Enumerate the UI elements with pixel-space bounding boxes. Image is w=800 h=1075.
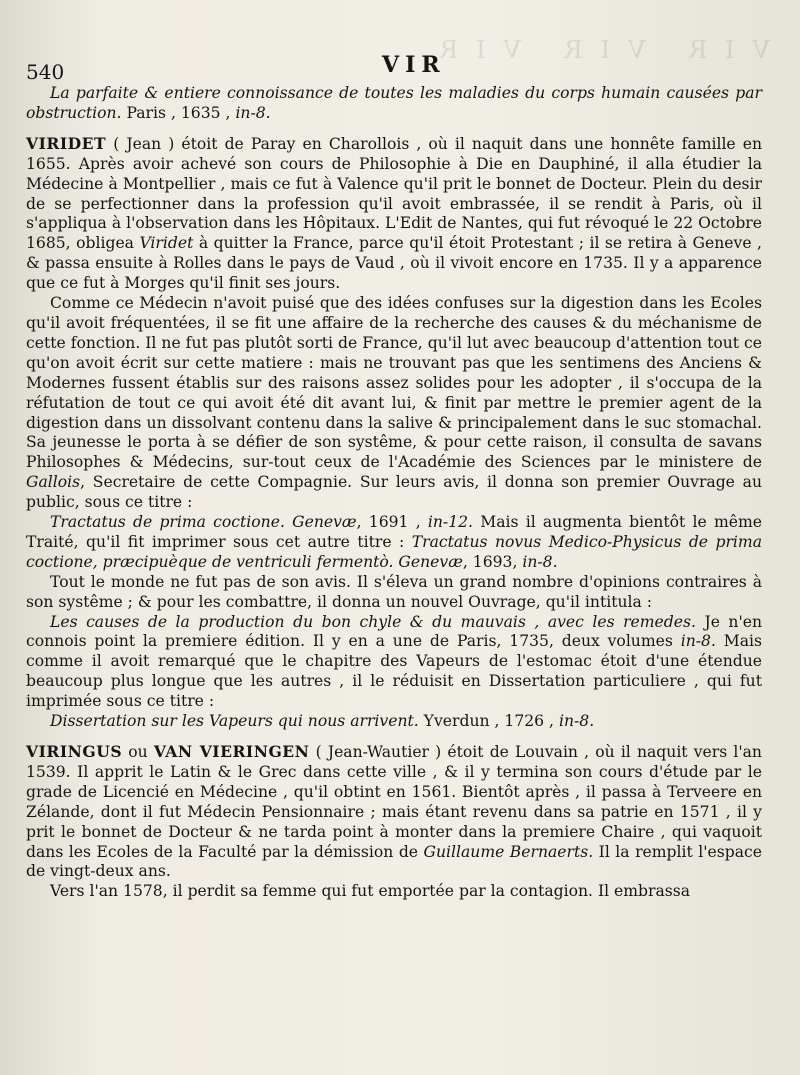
paragraph [26,134,762,294]
text-run: Mais il augmenta bientôt le même Traité, qu'il fit imprimer sous cet autre titre : [26,513,762,551]
show-through-text: VIR VIR VIR [422,36,770,64]
text-run: ( Jean-Wautier ) étoit de Louvain , où il naquit vers l'an 1539. Il apprit le Latin & le Grec dans cette ville , & il y termina son cours d'étude par le grade de Licencié en Médecine , qu'il obtint en 1561. Bientôt après , il passa à Terveere en Zélande, dont il fut Médecin Pensionnaire ; mais étant revenu dans sa patrie en 1571 , il y prit le bonnet de Docteur & ne tarda point à monter dans la premiere Chaire , qui vaquoit dans les Ecoles de la Faculté par la démission de [26,743,762,861]
text-run: ( Jean ) étoit de Paray en Charollois , où il naquit dans une honnête famille en 1655. Après avoir achevé son cours de Philosophie à Die en Dauphiné, il alla étudier la Médecine à Montpellier , mais ce fut à Valence qu'il prit le bonnet de Docteur. Plein du desir de se perfectionner dans la profession qu'il avoit embrassée, il se rendit à Paris, où il s'appliqua à l'observation dans les Hôpitaux. L'Edit de Nantes, qui fut révoqué le 22 Octobre 1685, obligea [26,134,762,253]
text-run: Yverdun , 1726 , [418,712,559,731]
italic-text: in-8. [235,103,271,122]
running-head: VIR [382,52,446,78]
text-run: Comme ce Médecin n'avoit puisé que des idées confuses sur la digestion dans les Ecoles qu'il avoit fréquentées, il se fit une affaire de la recherche des causes & du méchanisme de cette fonction. Il ne fut pas plutôt sorti de France, qu'il lut avec beaucoup d'attention tout ce qu'on avoit écrit sur cette matiere : mais ne trouvant pas que les sentimens des Anciens & Modernes fussent établis sur des raisons assez solides pour les adopter , il s'occupa de la réfutation de tout ce qui avoit été dit avant lui, & finit par mettre le premier agent de la digestion dans un dissolvant contenu dans la salive & principalement dans le suc stomachal. Sa jeunesse le porta à se défier de son systême, & pour cette raison, il consulta de savans Philosophes & Médecins, sur-tout ceux de l'Académie des Sciences par le ministere de [26,294,762,472]
text-run: , 1693, [462,552,523,571]
italic-text: in-8. [558,712,595,731]
paragraph [26,613,762,713]
text-run: Il la remplit l'espace de vingt-deux ans. [26,842,762,881]
italic-text: Tractatus novus Medico-Physicus de prima coctione, præcipuèque de ventriculi fermentò. Genevæ [26,532,762,571]
entry-name: VAN VIERINGEN [153,742,310,761]
italic-text: in-12. [427,513,473,532]
italic-text: in-8. [522,552,558,571]
italic-text: La parfaite & entiere connoissance de toutes les maladies du corps humain causées par obstruction. [26,84,762,122]
italic-text: Les causes de la production du bon chyle & du mauvais , avec les remedes. [50,612,696,631]
text-run: Tout le monde ne fut pas de son avis. Il s'éleva un grand nombre d'opinions contraires à son systême ; & pour les combattre, il donna un nouvel Ouvrage, qu'il intitula : [26,572,762,611]
paragraph [26,573,762,613]
text-run: Mais comme il avoit remarqué que le chapitre des Vapeurs de l'estomac étoit d'une étendue beaucoup plus longue que les autres , il le réduisit en Dissertation particuliere , qui fut imprimée sous ce titre : [26,632,762,711]
text-run: Je n'en connois point la premiere édition. Il y en a une de Paris, 1735, deux volumes [26,612,763,651]
italic-text: Guillaume Bernaerts. [423,842,594,861]
page-body [26,84,762,902]
paragraph [26,513,762,573]
italic-text: in-8. [680,632,716,651]
italic-text: Gallois [26,473,81,492]
paragraph [26,882,762,902]
italic-text: Viridet [139,234,194,253]
entry-name: VIRIDET [26,133,107,153]
text-run: , Secretaire de cette Compagnie. Sur leurs avis, il donna son premier Ouvrage au public, sous ce titre : [26,473,762,512]
text-run: , 1691 , [356,513,428,532]
paragraph [26,742,762,882]
text-run: à quitter la France, parce qu'il étoit Protestant ; il se retira à Geneve , & passa ensuite à Rolles dans le pays de Vaud , où il vivoit encore en 1735. Il y a apparence que ce fut à Morges qu'il finit ses jours. [26,234,762,293]
italic-text: Tractatus de prima coctione. Genevæ [50,513,357,532]
paragraph [26,712,762,732]
text-run: ou [122,743,154,761]
page-header [26,50,762,84]
paragraph [26,84,762,124]
entry-name: VIRINGUS [26,742,123,761]
text-run: Paris , 1635 , [121,103,236,122]
paragraph [26,294,762,513]
page-number: 540 [26,60,65,84]
italic-text: Dissertation sur les Vapeurs qui nous arrivent. [50,712,419,731]
text-run: Vers l'an 1578, il perdit sa femme qui fut emportée par la contagion. Il embrassa [50,882,691,901]
